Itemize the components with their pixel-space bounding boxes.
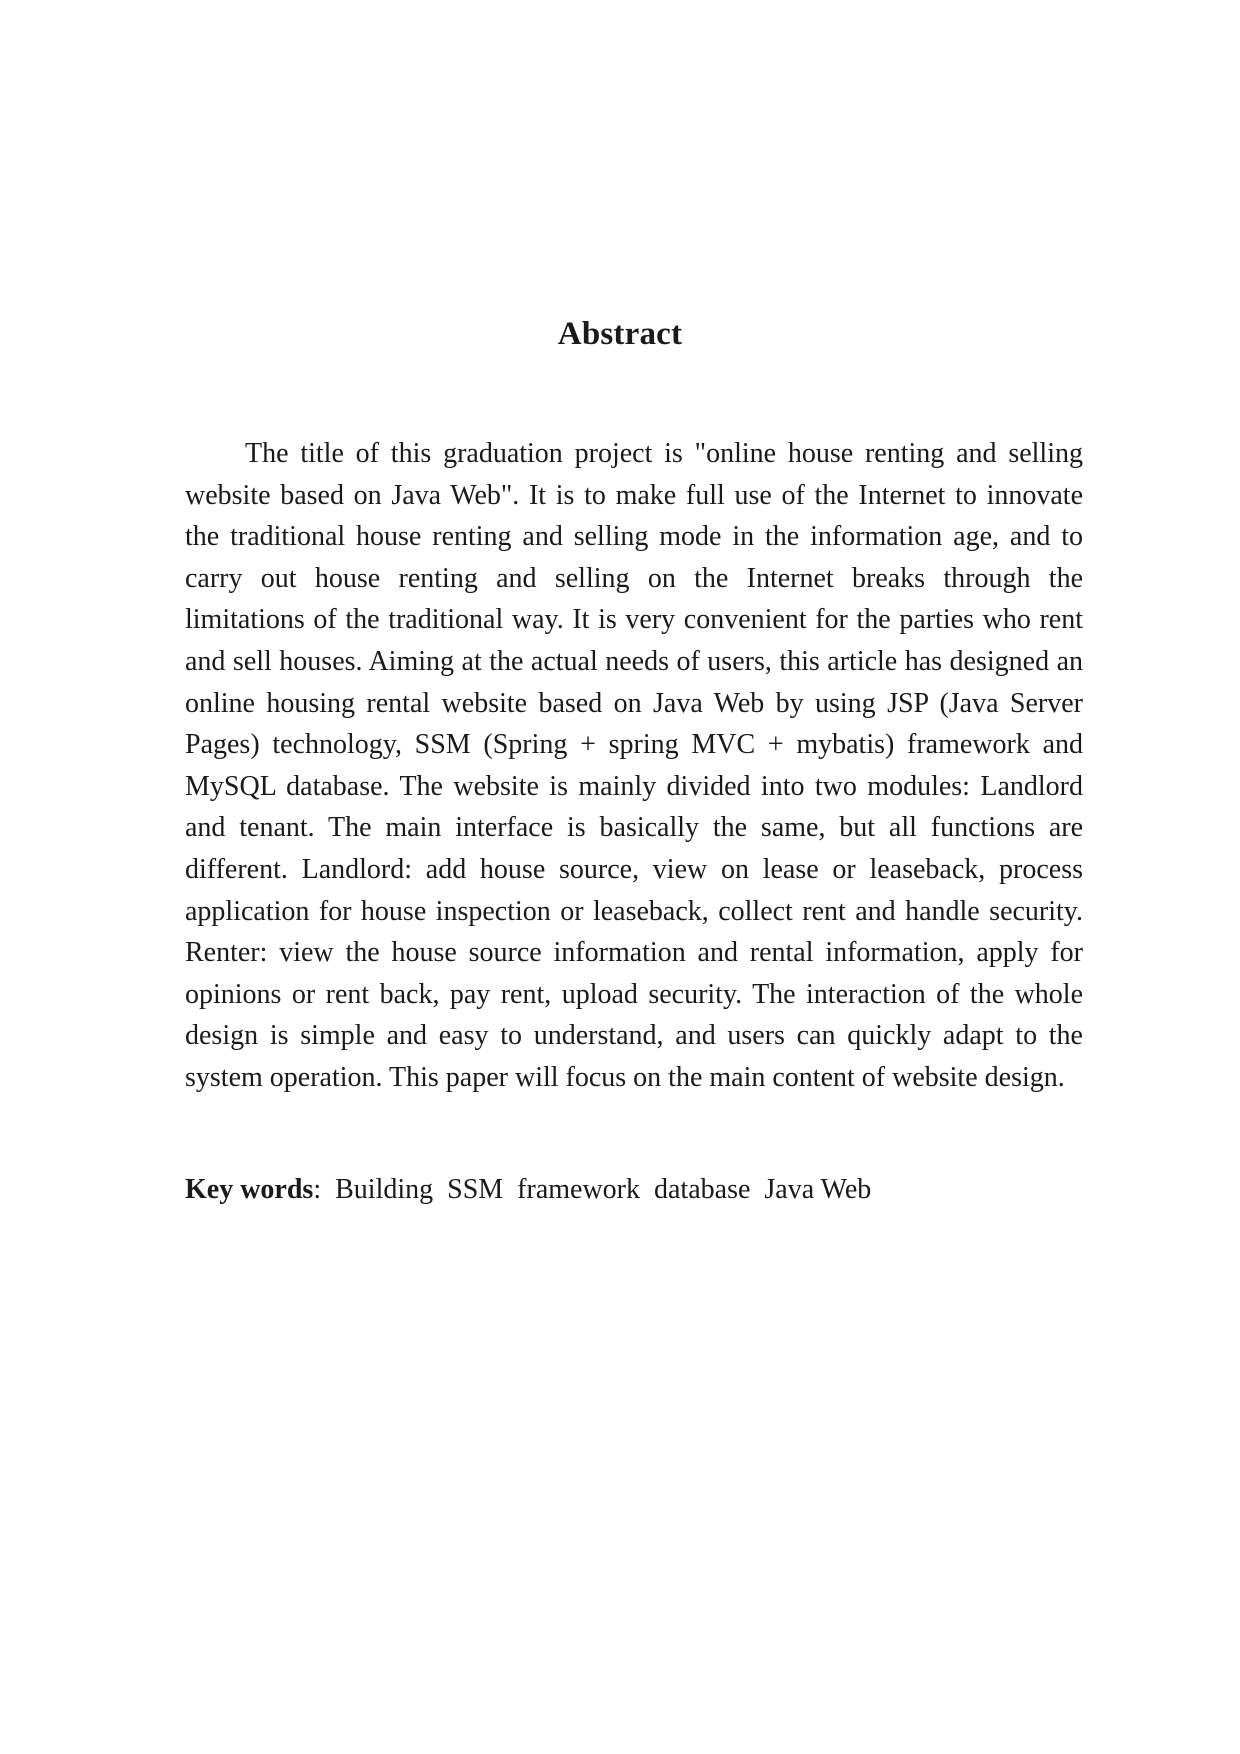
keywords-separator: :	[313, 1174, 322, 1205]
keywords-label: Key words	[185, 1174, 314, 1205]
keywords-line	[185, 1169, 1083, 1211]
keyword: SSM	[447, 1174, 504, 1205]
page-title: Abstract	[557, 316, 683, 352]
keyword: Building	[335, 1174, 434, 1205]
keyword: database	[654, 1174, 751, 1205]
abstract-paragraph: The title of this graduation project is "online house renting and selling website based on Java Web". It is to make full use of the Internet to innovate the traditional house renting and selling mode in the information age, and to carry out house renting and selling on the Internet breaks through the limitations of the traditional way. It is very convenient for the parties who rent and sell houses. Aiming at the actual needs of users, this article has designed an online housing rental website based on Java Web by using JSP (Java Server Pages) technology, SSM (Spring + spring MVC + mybatis) framework and MySQL database. The website is mainly divided into two modules: Landlord and tenant. The main interface is basically the same, but all functions are different. Landlord: add house source, view on lease or leaseback, process application for house inspection or leaseback, collect rent and handle security. Renter: view the house source information and rental information, apply for opinions or rent back, pay rent, upload security. The interaction of the whole design is simple and easy to understand, and users can quickly adapt to the system operation. This paper will focus on the main content of website design.	[185, 438, 1083, 1093]
keyword: Java Web	[764, 1174, 872, 1205]
keyword: framework	[517, 1174, 640, 1205]
